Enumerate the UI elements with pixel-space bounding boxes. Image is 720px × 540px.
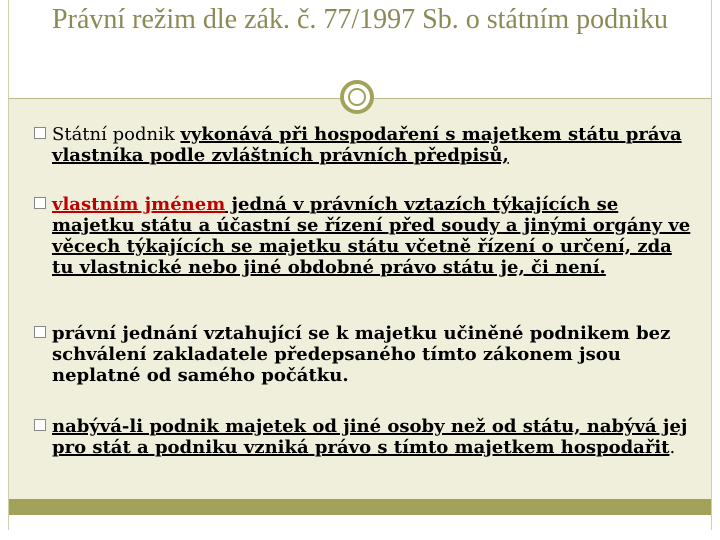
bullet-4-text-a: nabývá-li podnik majetek od jiné osoby než od státu, nabývá jej pro stát a podniku vzniká právo s tímto majetkem hospodařit <box>52 416 688 458</box>
footer-bar <box>8 499 712 515</box>
bullet-1-text-b: vykonává při hospodaření s majetkem státu práva vlastníka podle zvláštních právních předpisů, <box>52 124 682 166</box>
bullet-4-text-b: . <box>669 437 676 458</box>
bullet-2-text-a: vlastním jménem <box>52 194 226 215</box>
bullet-1-text-a: Státní podnik <box>52 124 181 145</box>
bullet-3-text: právní jednání vztahující se k majetku učiněné podnikem bez schválení zakladatele předepsaného tímto zákonem jsou neplatné od samého počátku. <box>52 323 671 386</box>
ring-ornament-icon <box>340 80 374 114</box>
bullet-item-4 <box>34 416 694 458</box>
bullet-2-text-b: jedná v právních vztazích týkajících se majetku státu a účastní se řízení před soudy a jinými orgány ve věcech týkajících se majetku státu včetně řízení o určení, zda tu vlastnické nebo jiné obdobné právo státu je, či není. <box>52 194 691 278</box>
slide-title: Právní režim dle zák. č. 77/1997 Sb. o státním podniku <box>52 4 668 35</box>
bullet-item-3 <box>34 323 694 386</box>
bullet-item-1 <box>34 124 694 166</box>
bullet-checkbox-icon <box>34 127 46 139</box>
bullet-checkbox-icon <box>34 419 46 431</box>
bullet-checkbox-icon <box>34 197 46 209</box>
bullet-checkbox-icon <box>34 326 46 338</box>
bullet-item-2 <box>34 194 694 278</box>
